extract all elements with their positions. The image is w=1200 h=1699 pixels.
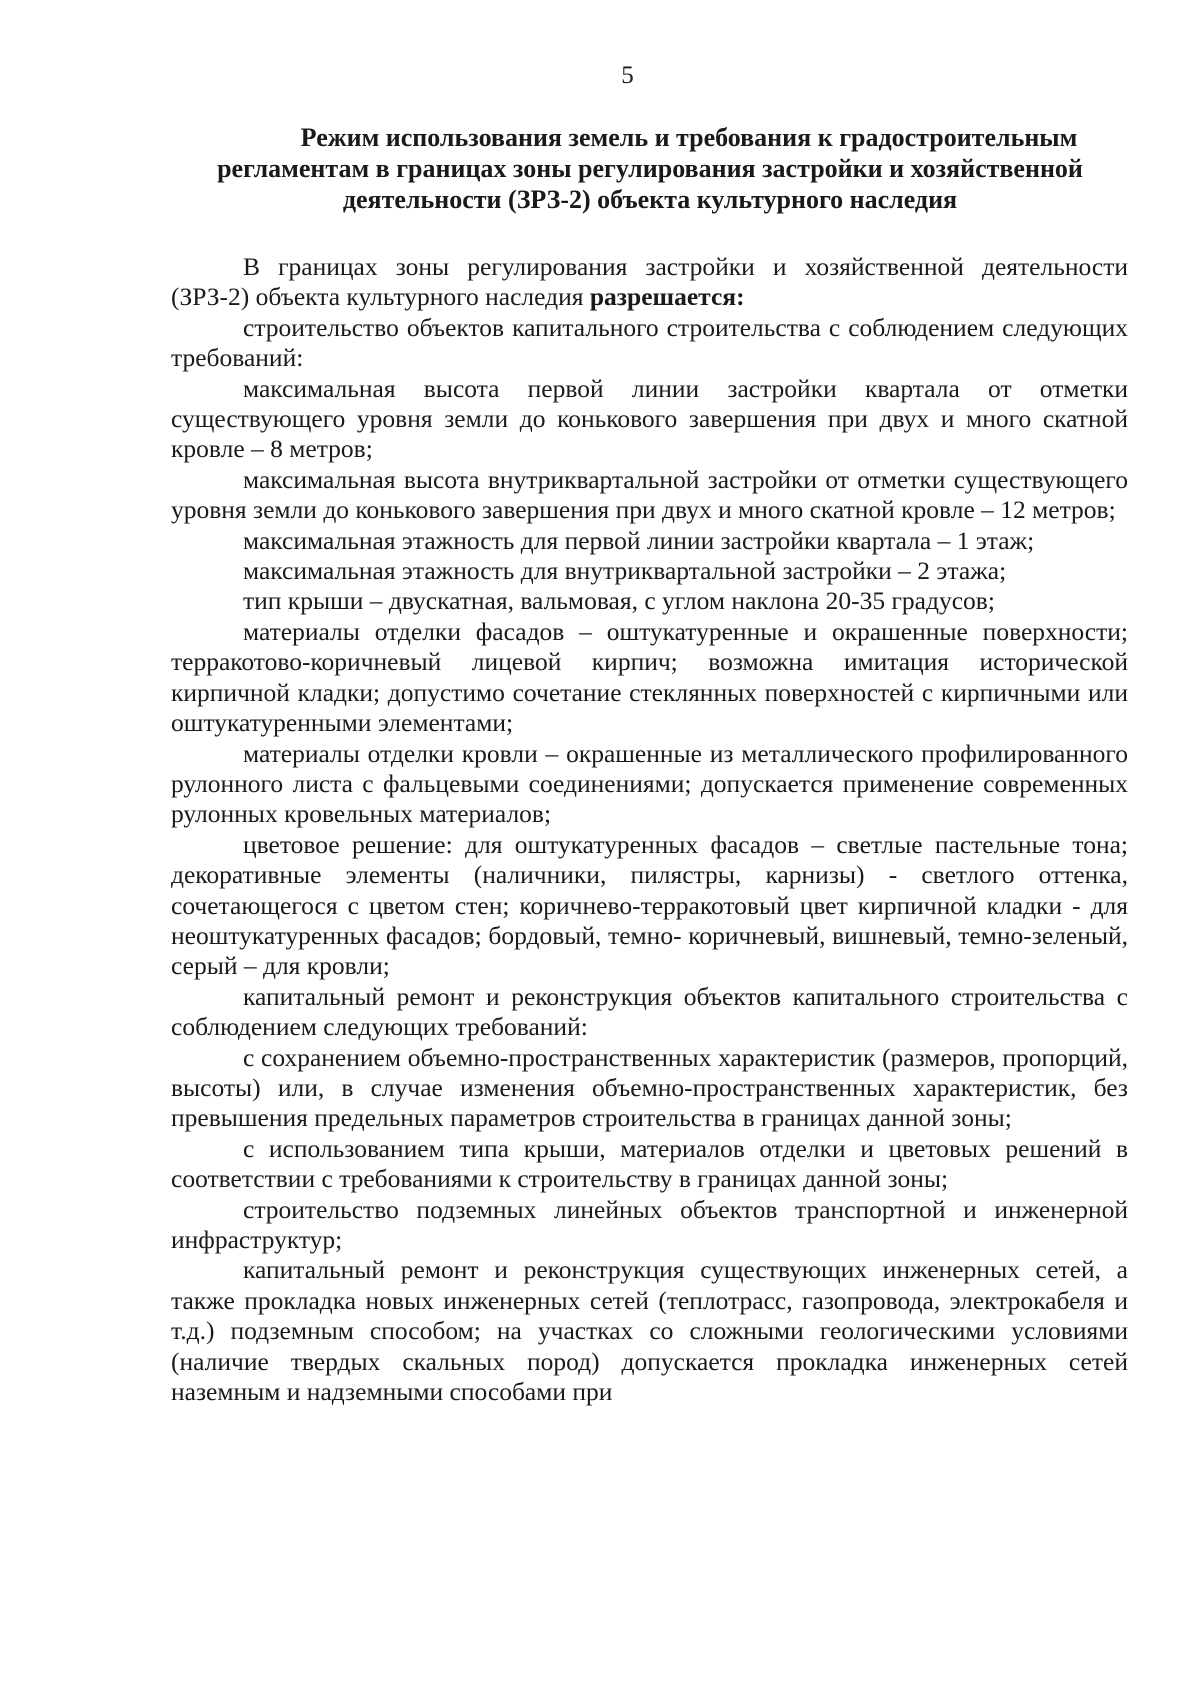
paragraph: материалы отделки кровли – окрашенные из металлического профилированного рулонного листа с фальцевыми соединениями; допускается применение современных рулонных кровельных материалов; xyxy=(171,738,1128,829)
section-title xyxy=(170,122,1130,215)
paragraph: максимальная этажность для внутриквартальной застройки – 2 этажа; xyxy=(243,556,1007,586)
paragraph: капитальный ремонт и реконструкция объектов капитального строительства с соблюдением следующих требований: xyxy=(171,981,1128,1042)
paragraph: с использованием типа крыши, материалов отделки и цветовых решений в соответствии с требованиями к строительству в границах данной зоны; xyxy=(171,1133,1128,1194)
title-line-2: регламентам в границах зоны регулирования застройки и хозяйственной xyxy=(217,154,1083,183)
paragraph: тип крыши – двускатная, вальмовая, с углом наклона 20-35 градусов; xyxy=(243,586,995,616)
paragraph: цветовое решение: для оштукатуренных фасадов – светлые пастельные тона; декоративные элементы (наличники, пилястры, карнизы) - светлого оттенка, сочетающегося с цветом стен; коричнево-терракотовый цвет кирпичной кладки - для неоштукатуренных фасадов; бордовый, темно- коричневый, вишневый, темно-зеленый, серый – для кровли; xyxy=(171,829,1128,981)
document-body xyxy=(171,252,1128,1407)
intro-emphasis: разрешается: xyxy=(589,282,745,312)
paragraph: строительство объектов капитального строительства с соблюдением следующих требований: xyxy=(171,312,1128,373)
intro-paragraph: В границах зоны регулирования застройки и хозяйственной деятельности (ЗРЗ-2) объекта культурного наследия разрешается: xyxy=(171,252,1128,312)
paragraph: материалы отделки фасадов – оштукатуренные и окрашенные поверхности; терракотово-коричневый лицевой кирпич; возможна имитация исторической кирпичной кладки; допустимо сочетание стеклянных поверхностей с кирпичными или оштукатуренными элементами; xyxy=(171,616,1128,738)
title-line-3: деятельности (ЗРЗ-2) объекта культурного наследия xyxy=(342,185,958,214)
paragraph: с сохранением объемно-пространственных характеристик (размеров, пропорций, высоты) или, в случае изменения объемно-пространственных характеристик, без превышения предельных параметров строительства в границах данной зоны; xyxy=(171,1042,1128,1133)
title-line-1: Режим использования земель и требования к градостроительным xyxy=(300,123,1078,152)
paragraph: капитальный ремонт и реконструкция существующих инженерных сетей, а также прокладка новых инженерных сетей (теплотрасс, газопровода, электрокабеля и т.д.) подземным способом; на участках со сложными геологическими условиями (наличие твердых скальных пород) допускается прокладка инженерных сетей наземным и надземными способами при xyxy=(171,1255,1128,1407)
paragraph: максимальная этажность для первой линии застройки квартала – 1 этаж; xyxy=(243,525,1035,555)
paragraph: строительство подземных линейных объектов транспортной и инженерной инфраструктур; xyxy=(171,1194,1128,1254)
paragraph: максимальная высота первой линии застройки квартала от отметки существующего уровня земли до конькового завершения при двух и много скатной кровле – 8 метров; xyxy=(171,373,1128,464)
paragraph: максимальная высота внутриквартальной застройки от отметки существующего уровня земли до конькового завершения при двух и много скатной кровле – 12 метров; xyxy=(171,464,1128,525)
page-number: 5 xyxy=(621,62,634,89)
